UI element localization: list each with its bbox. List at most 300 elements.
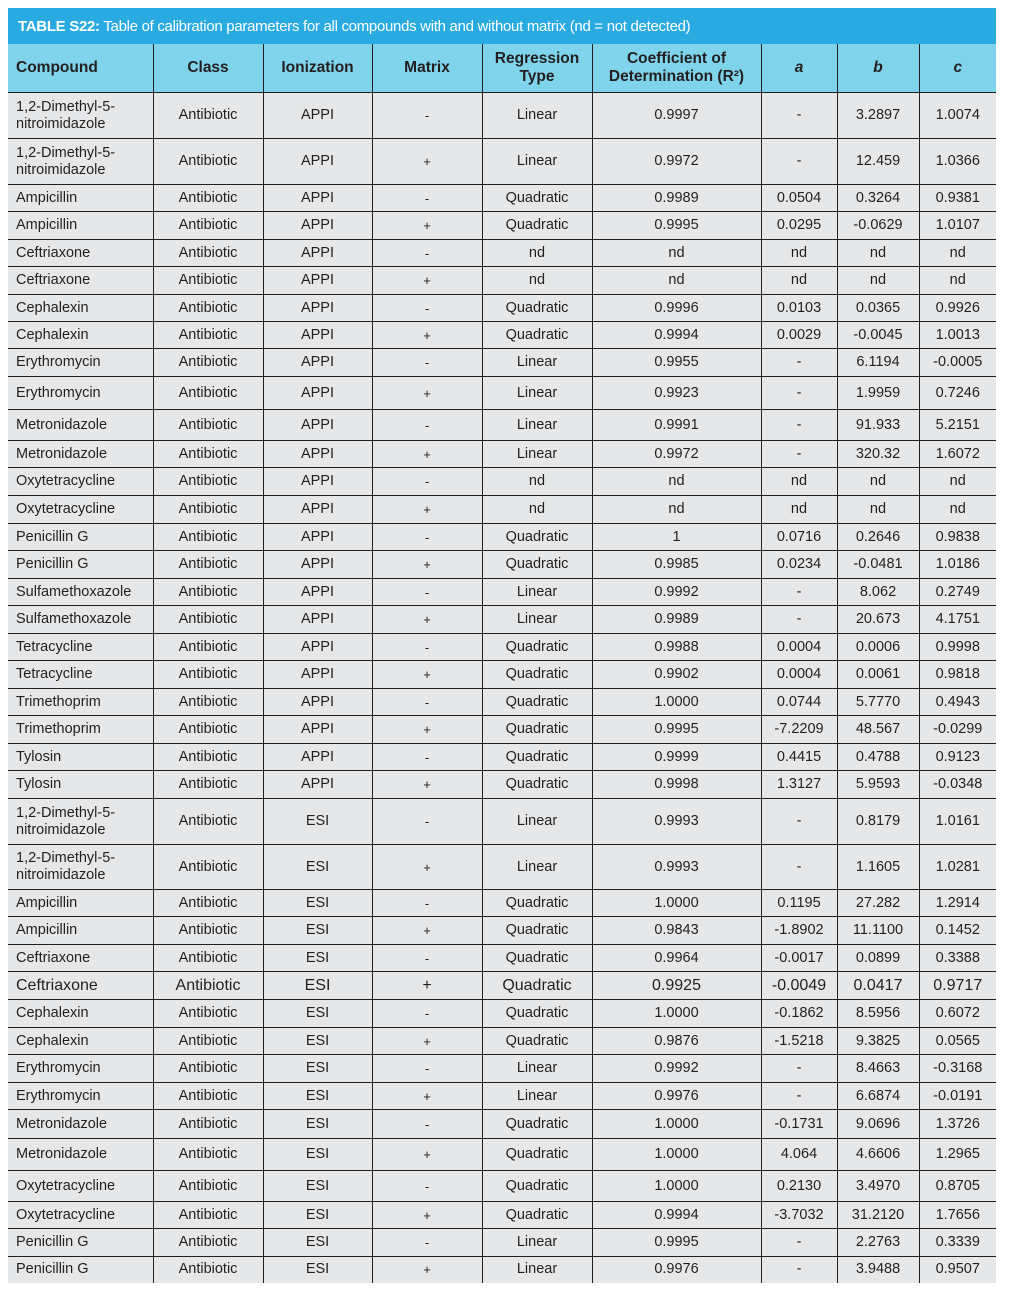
cell-compound: 1,2-Dimethyl-5-nitroimidazole xyxy=(8,139,153,185)
cell-class: Antibiotic xyxy=(153,972,263,1000)
cell-c: 0.9818 xyxy=(919,661,996,689)
cell-r-squared: 0.9991 xyxy=(592,410,761,441)
cell-b: 6.6874 xyxy=(837,1083,919,1110)
cell-c: 1.0186 xyxy=(919,551,996,579)
cell-class: Antibiotic xyxy=(153,377,263,410)
cell-a: - xyxy=(761,441,837,468)
table-row xyxy=(8,1257,996,1283)
cell-matrix: + xyxy=(372,771,482,799)
cell-compound: 1,2-Dimethyl-5-nitroimidazole xyxy=(8,93,153,139)
cell-matrix: - xyxy=(372,1110,482,1139)
table-row xyxy=(8,1139,996,1171)
column-header-c: c xyxy=(919,44,996,93)
cell-a: 4.064 xyxy=(761,1139,837,1171)
cell-compound: Cephalexin xyxy=(8,322,153,349)
cell-r-squared: 0.9972 xyxy=(592,441,761,468)
cell-r-squared: 1.0000 xyxy=(592,1171,761,1202)
table-row xyxy=(8,579,996,606)
cell-ionization: ESI xyxy=(263,1110,372,1139)
cell-c: 1.3726 xyxy=(919,1110,996,1139)
cell-matrix: - xyxy=(372,799,482,845)
cell-a: -0.1862 xyxy=(761,1000,837,1028)
cell-r-squared: 0.9876 xyxy=(592,1028,761,1055)
cell-compound: Tetracycline xyxy=(8,661,153,689)
cell-ionization: APPI xyxy=(263,377,372,410)
cell-matrix: + xyxy=(372,441,482,468)
cell-ionization: APPI xyxy=(263,496,372,524)
cell-matrix: - xyxy=(372,240,482,267)
cell-c: 0.9926 xyxy=(919,295,996,322)
cell-b: 1.9959 xyxy=(837,377,919,410)
cell-a: 0.0234 xyxy=(761,551,837,579)
cell-class: Antibiotic xyxy=(153,1139,263,1171)
column-header-matrix: Matrix xyxy=(372,44,482,93)
cell-c: 1.0013 xyxy=(919,322,996,349)
cell-compound: Tylosin xyxy=(8,744,153,771)
cell-b: nd xyxy=(837,496,919,524)
cell-c: 0.3339 xyxy=(919,1229,996,1257)
cell-regression-type: Linear xyxy=(482,1055,592,1083)
cell-a: nd xyxy=(761,240,837,267)
table-label: TABLE S22: xyxy=(18,18,100,35)
cell-c: 0.9507 xyxy=(919,1257,996,1283)
column-header-compound: Compound xyxy=(8,44,153,93)
cell-ionization: APPI xyxy=(263,349,372,377)
cell-matrix: + xyxy=(372,551,482,579)
cell-class: Antibiotic xyxy=(153,661,263,689)
cell-ionization: ESI xyxy=(263,799,372,845)
cell-a: - xyxy=(761,1055,837,1083)
table-row xyxy=(8,634,996,661)
column-header-ionization: Ionization xyxy=(263,44,372,93)
cell-matrix: - xyxy=(372,93,482,139)
cell-b: 9.3825 xyxy=(837,1028,919,1055)
cell-c: 1.0074 xyxy=(919,93,996,139)
cell-r-squared: 0.9996 xyxy=(592,295,761,322)
table-row xyxy=(8,377,996,410)
header-row xyxy=(8,44,996,93)
cell-matrix: - xyxy=(372,890,482,917)
cell-b: 3.4970 xyxy=(837,1171,919,1202)
cell-a: - xyxy=(761,349,837,377)
calibration-table xyxy=(8,44,996,1283)
cell-matrix: - xyxy=(372,524,482,551)
cell-r-squared: 1.0000 xyxy=(592,689,761,716)
cell-ionization: APPI xyxy=(263,240,372,267)
cell-c: nd xyxy=(919,468,996,496)
cell-compound: Ampicillin xyxy=(8,212,153,240)
cell-ionization: APPI xyxy=(263,689,372,716)
cell-regression-type: Quadratic xyxy=(482,1171,592,1202)
cell-class: Antibiotic xyxy=(153,1202,263,1229)
cell-regression-type: Quadratic xyxy=(482,1139,592,1171)
cell-class: Antibiotic xyxy=(153,496,263,524)
cell-ionization: ESI xyxy=(263,1202,372,1229)
cell-compound: 1,2-Dimethyl-5-nitroimidazole xyxy=(8,845,153,890)
cell-matrix: - xyxy=(372,634,482,661)
cell-matrix: + xyxy=(372,267,482,295)
cell-compound: Trimethoprim xyxy=(8,689,153,716)
cell-ionization: APPI xyxy=(263,139,372,185)
cell-matrix: - xyxy=(372,945,482,972)
cell-class: Antibiotic xyxy=(153,410,263,441)
cell-a: 0.0004 xyxy=(761,661,837,689)
cell-class: Antibiotic xyxy=(153,139,263,185)
cell-r-squared: 0.9995 xyxy=(592,716,761,744)
cell-b: 0.2646 xyxy=(837,524,919,551)
cell-a: -7.2209 xyxy=(761,716,837,744)
cell-compound: Metronidazole xyxy=(8,1139,153,1171)
cell-c: 5.2151 xyxy=(919,410,996,441)
table-row xyxy=(8,1028,996,1055)
cell-class: Antibiotic xyxy=(153,267,263,295)
cell-regression-type: Quadratic xyxy=(482,1110,592,1139)
cell-c: 0.2749 xyxy=(919,579,996,606)
column-header-b: b xyxy=(837,44,919,93)
cell-regression-type: Quadratic xyxy=(482,1202,592,1229)
cell-compound: Tetracycline xyxy=(8,634,153,661)
cell-r-squared: 0.9994 xyxy=(592,322,761,349)
cell-r-squared: 0.9925 xyxy=(592,972,761,1000)
cell-matrix: - xyxy=(372,579,482,606)
cell-ionization: APPI xyxy=(263,551,372,579)
cell-a: -0.0017 xyxy=(761,945,837,972)
cell-c: nd xyxy=(919,240,996,267)
cell-regression-type: Linear xyxy=(482,799,592,845)
cell-b: 0.0899 xyxy=(837,945,919,972)
cell-matrix: + xyxy=(372,377,482,410)
cell-r-squared: 0.9998 xyxy=(592,771,761,799)
cell-a: - xyxy=(761,1083,837,1110)
cell-ionization: ESI xyxy=(263,1000,372,1028)
cell-c: 1.7656 xyxy=(919,1202,996,1229)
cell-r-squared: 0.9994 xyxy=(592,1202,761,1229)
cell-compound: Cephalexin xyxy=(8,1000,153,1028)
cell-matrix: - xyxy=(372,349,482,377)
table-row xyxy=(8,410,996,441)
cell-regression-type: Quadratic xyxy=(482,1000,592,1028)
cell-compound: Ceftriaxone xyxy=(8,267,153,295)
cell-b: -0.0481 xyxy=(837,551,919,579)
cell-matrix: + xyxy=(372,212,482,240)
cell-a: -3.7032 xyxy=(761,1202,837,1229)
cell-ionization: ESI xyxy=(263,945,372,972)
cell-ionization: APPI xyxy=(263,524,372,551)
cell-c: -0.0191 xyxy=(919,1083,996,1110)
cell-c: -0.3168 xyxy=(919,1055,996,1083)
cell-compound: Oxytetracycline xyxy=(8,496,153,524)
cell-ionization: APPI xyxy=(263,410,372,441)
cell-class: Antibiotic xyxy=(153,468,263,496)
cell-class: Antibiotic xyxy=(153,551,263,579)
cell-a: - xyxy=(761,799,837,845)
cell-regression-type: nd xyxy=(482,240,592,267)
cell-compound: Cephalexin xyxy=(8,295,153,322)
cell-r-squared: 1.0000 xyxy=(592,1110,761,1139)
cell-matrix: + xyxy=(372,322,482,349)
cell-matrix: + xyxy=(372,1202,482,1229)
table-row xyxy=(8,524,996,551)
cell-class: Antibiotic xyxy=(153,93,263,139)
cell-matrix: + xyxy=(372,661,482,689)
cell-a: 0.4415 xyxy=(761,744,837,771)
cell-c: 0.9717 xyxy=(919,972,996,1000)
table-row xyxy=(8,1083,996,1110)
table-row xyxy=(8,917,996,945)
cell-r-squared: 0.9997 xyxy=(592,93,761,139)
table-row xyxy=(8,1171,996,1202)
table-row xyxy=(8,295,996,322)
cell-class: Antibiotic xyxy=(153,1000,263,1028)
cell-r-squared: 0.9999 xyxy=(592,744,761,771)
cell-matrix: + xyxy=(372,1257,482,1283)
cell-class: Antibiotic xyxy=(153,917,263,945)
cell-ionization: APPI xyxy=(263,267,372,295)
cell-a: nd xyxy=(761,496,837,524)
cell-regression-type: Quadratic xyxy=(482,185,592,212)
cell-compound: Sulfamethoxazole xyxy=(8,579,153,606)
cell-regression-type: nd xyxy=(482,267,592,295)
cell-class: Antibiotic xyxy=(153,1055,263,1083)
cell-b: 0.3264 xyxy=(837,185,919,212)
cell-r-squared: nd xyxy=(592,267,761,295)
cell-r-squared: nd xyxy=(592,240,761,267)
cell-matrix: + xyxy=(372,1139,482,1171)
cell-regression-type: Linear xyxy=(482,579,592,606)
cell-regression-type: Linear xyxy=(482,93,592,139)
table-row xyxy=(8,349,996,377)
cell-class: Antibiotic xyxy=(153,441,263,468)
cell-regression-type: Linear xyxy=(482,441,592,468)
cell-b: 8.4663 xyxy=(837,1055,919,1083)
cell-b: 0.8179 xyxy=(837,799,919,845)
cell-r-squared: 0.9985 xyxy=(592,551,761,579)
cell-a: - xyxy=(761,1257,837,1283)
cell-compound: Metronidazole xyxy=(8,1110,153,1139)
cell-b: 3.2897 xyxy=(837,93,919,139)
cell-compound: Ampicillin xyxy=(8,890,153,917)
cell-compound: Penicillin G xyxy=(8,524,153,551)
cell-r-squared: 0.9992 xyxy=(592,1055,761,1083)
cell-r-squared: 0.9972 xyxy=(592,139,761,185)
cell-ionization: APPI xyxy=(263,322,372,349)
cell-c: 0.9123 xyxy=(919,744,996,771)
cell-r-squared: 0.9988 xyxy=(592,634,761,661)
cell-regression-type: Linear xyxy=(482,377,592,410)
cell-matrix: - xyxy=(372,410,482,441)
table-row xyxy=(8,799,996,845)
cell-c: 0.7246 xyxy=(919,377,996,410)
cell-ionization: APPI xyxy=(263,93,372,139)
cell-compound: Penicillin G xyxy=(8,1257,153,1283)
cell-class: Antibiotic xyxy=(153,349,263,377)
cell-a: 0.0103 xyxy=(761,295,837,322)
cell-ionization: APPI xyxy=(263,441,372,468)
cell-class: Antibiotic xyxy=(153,212,263,240)
cell-compound: Ceftriaxone xyxy=(8,240,153,267)
cell-a: -1.5218 xyxy=(761,1028,837,1055)
cell-a: - xyxy=(761,410,837,441)
cell-compound: Trimethoprim xyxy=(8,716,153,744)
table-row xyxy=(8,890,996,917)
cell-regression-type: Quadratic xyxy=(482,917,592,945)
table-row xyxy=(8,1000,996,1028)
cell-compound: Penicillin G xyxy=(8,551,153,579)
cell-ionization: ESI xyxy=(263,917,372,945)
cell-r-squared: 1.0000 xyxy=(592,890,761,917)
cell-class: Antibiotic xyxy=(153,295,263,322)
cell-a: - xyxy=(761,606,837,634)
cell-b: 5.7770 xyxy=(837,689,919,716)
cell-b: 3.9488 xyxy=(837,1257,919,1283)
cell-b: 6.1194 xyxy=(837,349,919,377)
cell-a: - xyxy=(761,377,837,410)
table-row xyxy=(8,945,996,972)
cell-compound: Ceftriaxone xyxy=(8,972,153,1000)
cell-class: Antibiotic xyxy=(153,634,263,661)
table-row xyxy=(8,744,996,771)
cell-matrix: + xyxy=(372,716,482,744)
table-row xyxy=(8,322,996,349)
cell-a: 0.2130 xyxy=(761,1171,837,1202)
cell-regression-type: Linear xyxy=(482,1083,592,1110)
cell-regression-type: Linear xyxy=(482,1257,592,1283)
cell-class: Antibiotic xyxy=(153,240,263,267)
cell-compound: Ceftriaxone xyxy=(8,945,153,972)
cell-compound: Cephalexin xyxy=(8,1028,153,1055)
cell-b: 20.673 xyxy=(837,606,919,634)
cell-ionization: APPI xyxy=(263,716,372,744)
cell-matrix: + xyxy=(372,139,482,185)
cell-compound: Ampicillin xyxy=(8,917,153,945)
cell-ionization: ESI xyxy=(263,845,372,890)
cell-c: 1.0161 xyxy=(919,799,996,845)
cell-compound: Sulfamethoxazole xyxy=(8,606,153,634)
table-caption-text: Table of calibration parameters for all compounds with and without matrix (nd = not detected) xyxy=(103,18,691,35)
cell-a: 0.0716 xyxy=(761,524,837,551)
cell-a: -0.0049 xyxy=(761,972,837,1000)
cell-c: 0.8705 xyxy=(919,1171,996,1202)
cell-b: 320.32 xyxy=(837,441,919,468)
cell-c: 0.9381 xyxy=(919,185,996,212)
cell-r-squared: 0.9992 xyxy=(592,579,761,606)
cell-b: 2.2763 xyxy=(837,1229,919,1257)
cell-r-squared: 0.9993 xyxy=(592,799,761,845)
cell-c: 4.1751 xyxy=(919,606,996,634)
cell-regression-type: Quadratic xyxy=(482,689,592,716)
cell-regression-type: Quadratic xyxy=(482,661,592,689)
cell-compound: Erythromycin xyxy=(8,377,153,410)
cell-matrix: - xyxy=(372,1055,482,1083)
cell-regression-type: Quadratic xyxy=(482,634,592,661)
cell-matrix: + xyxy=(372,496,482,524)
cell-regression-type: Quadratic xyxy=(482,295,592,322)
cell-b: nd xyxy=(837,468,919,496)
cell-a: -0.1731 xyxy=(761,1110,837,1139)
table-row xyxy=(8,1055,996,1083)
cell-regression-type: Linear xyxy=(482,139,592,185)
cell-matrix: + xyxy=(372,1083,482,1110)
cell-matrix: - xyxy=(372,1000,482,1028)
cell-ionization: APPI xyxy=(263,634,372,661)
column-header-a: a xyxy=(761,44,837,93)
cell-r-squared: nd xyxy=(592,468,761,496)
cell-b: 0.0417 xyxy=(837,972,919,1000)
cell-compound: 1,2-Dimethyl-5-nitroimidazole xyxy=(8,799,153,845)
cell-matrix: + xyxy=(372,1028,482,1055)
cell-c: 0.9998 xyxy=(919,634,996,661)
cell-compound: Oxytetracycline xyxy=(8,468,153,496)
table-row xyxy=(8,716,996,744)
cell-ionization: ESI xyxy=(263,972,372,1000)
cell-ionization: APPI xyxy=(263,212,372,240)
cell-compound: Erythromycin xyxy=(8,1055,153,1083)
table-row xyxy=(8,972,996,1000)
cell-b: nd xyxy=(837,267,919,295)
cell-r-squared: 0.9993 xyxy=(592,845,761,890)
cell-r-squared: 0.9902 xyxy=(592,661,761,689)
cell-ionization: ESI xyxy=(263,1028,372,1055)
table-row xyxy=(8,771,996,799)
cell-matrix: - xyxy=(372,1229,482,1257)
cell-regression-type: Quadratic xyxy=(482,716,592,744)
cell-class: Antibiotic xyxy=(153,689,263,716)
cell-b: 8.062 xyxy=(837,579,919,606)
cell-r-squared: 0.9843 xyxy=(592,917,761,945)
cell-a: 0.0504 xyxy=(761,185,837,212)
cell-c: nd xyxy=(919,496,996,524)
cell-b: 0.0061 xyxy=(837,661,919,689)
cell-c: 1.0107 xyxy=(919,212,996,240)
calibration-table-container xyxy=(8,8,996,1283)
cell-ionization: ESI xyxy=(263,1139,372,1171)
cell-r-squared: 0.9995 xyxy=(592,1229,761,1257)
cell-b: -0.0045 xyxy=(837,322,919,349)
table-row xyxy=(8,551,996,579)
cell-a: - xyxy=(761,93,837,139)
cell-regression-type: Quadratic xyxy=(482,1028,592,1055)
cell-class: Antibiotic xyxy=(153,799,263,845)
cell-regression-type: Quadratic xyxy=(482,972,592,1000)
cell-regression-type: Linear xyxy=(482,606,592,634)
cell-c: nd xyxy=(919,267,996,295)
cell-c: -0.0005 xyxy=(919,349,996,377)
cell-b: 1.1605 xyxy=(837,845,919,890)
table-row xyxy=(8,212,996,240)
cell-compound: Erythromycin xyxy=(8,349,153,377)
cell-a: 0.0295 xyxy=(761,212,837,240)
cell-matrix: - xyxy=(372,185,482,212)
cell-ionization: ESI xyxy=(263,1055,372,1083)
cell-c: 1.0281 xyxy=(919,845,996,890)
cell-r-squared: 0.9964 xyxy=(592,945,761,972)
cell-r-squared: 1 xyxy=(592,524,761,551)
cell-regression-type: nd xyxy=(482,468,592,496)
cell-matrix: + xyxy=(372,845,482,890)
cell-b: 48.567 xyxy=(837,716,919,744)
cell-regression-type: Quadratic xyxy=(482,551,592,579)
cell-compound: Metronidazole xyxy=(8,441,153,468)
cell-class: Antibiotic xyxy=(153,890,263,917)
cell-regression-type: Quadratic xyxy=(482,744,592,771)
cell-c: 0.9838 xyxy=(919,524,996,551)
cell-class: Antibiotic xyxy=(153,185,263,212)
table-row xyxy=(8,496,996,524)
cell-compound: Tylosin xyxy=(8,771,153,799)
cell-regression-type: Quadratic xyxy=(482,212,592,240)
cell-class: Antibiotic xyxy=(153,771,263,799)
cell-b: 0.0006 xyxy=(837,634,919,661)
